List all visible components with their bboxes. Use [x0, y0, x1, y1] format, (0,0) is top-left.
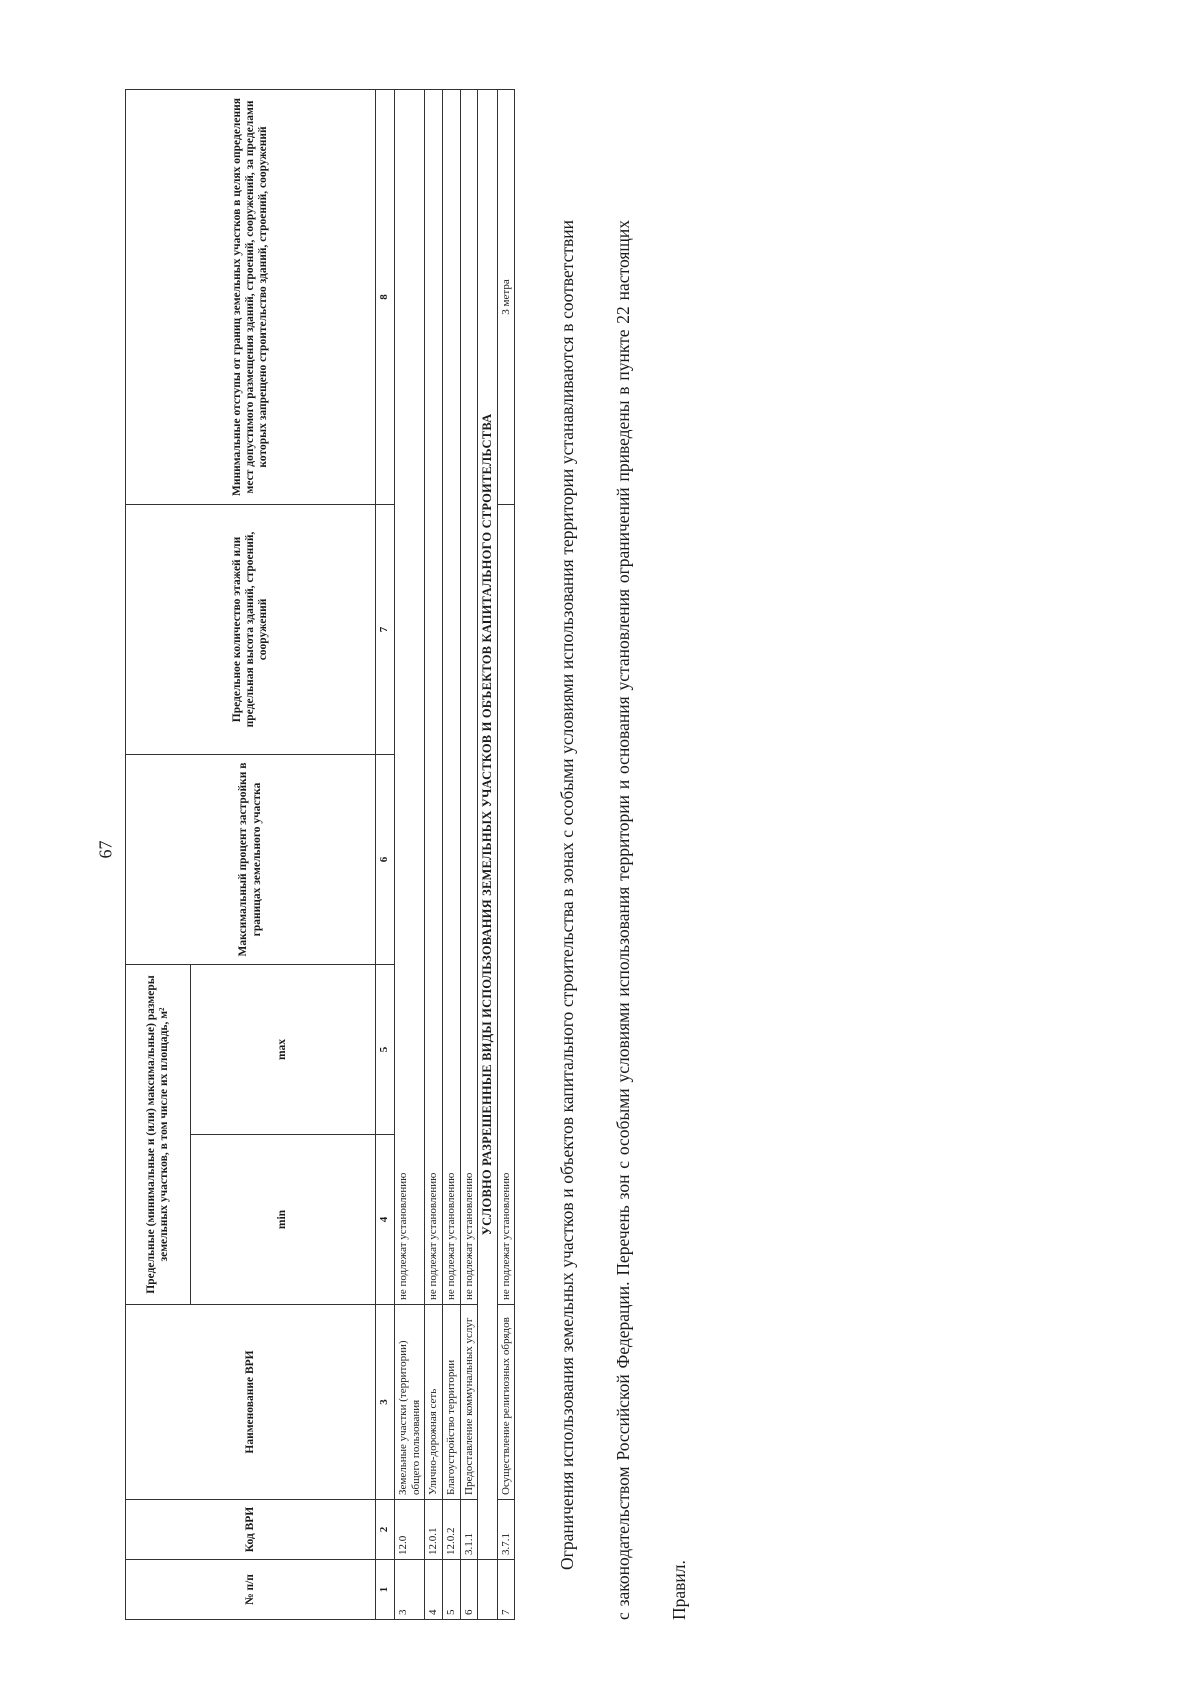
table-row [442, 89, 460, 1619]
header-size-min: min [191, 1135, 376, 1305]
row-code: 12.0 [395, 1500, 425, 1560]
row-value: не подлежат установлению [460, 89, 478, 1304]
body-text [539, 90, 707, 1620]
col-index: 7 [376, 504, 395, 754]
row-value: не подлежат установлению [442, 89, 460, 1304]
row-num: 5 [442, 1560, 460, 1620]
row-value: не подлежат установлению [425, 89, 443, 1304]
header-size-max: max [191, 964, 376, 1134]
col-index: 8 [376, 89, 395, 504]
rotated-page-content [125, 90, 1165, 1620]
header-name: Наименование ВРИ [126, 1305, 376, 1500]
header-floors: Предельное количество этажей или предельная высота зданий, строений, сооружений [126, 504, 376, 754]
row-name: Осуществление религиозных обрядов [497, 1305, 515, 1500]
row-num: 6 [460, 1560, 478, 1620]
page-number: 67 [95, 840, 116, 859]
col-index: 2 [376, 1500, 395, 1560]
row-name: Благоустройство территории [442, 1305, 460, 1500]
header-code: Код ВРИ [126, 1500, 376, 1560]
table-row [425, 89, 443, 1619]
row-num: 3 [395, 1560, 425, 1620]
col-index: 3 [376, 1305, 395, 1500]
row-setback: 3 метра [497, 89, 515, 504]
table-row [460, 89, 478, 1619]
row-code: 3.1.1 [460, 1500, 478, 1560]
row-code: 3.7.1 [497, 1500, 515, 1560]
col-index: 6 [376, 754, 395, 964]
row-name: Предоставление коммунальных услуг [460, 1305, 478, 1500]
table-row [497, 89, 515, 1619]
col-index: 5 [376, 964, 395, 1134]
col-index: 4 [376, 1135, 395, 1305]
header-num: № п/п [126, 1560, 376, 1620]
paragraph: Перечень зон с особыми условиями использования территории и основания установления ограничений приведены в пункте 22 настоящих Правил. [613, 220, 690, 1620]
header-size-group: Предельные (минимальные и (или) максимальные) размеры земельных участков, в том числе их площадь, м² [126, 964, 191, 1304]
row-code: 12.0.1 [425, 1500, 443, 1560]
row-value: не подлежат установлению [497, 504, 515, 1304]
section-title: УСЛОВНО РАЗРЕШЕННЫЕ ВИДЫ ИСПОЛЬЗОВАНИЯ ЗЕМЕЛЬНЫХ УЧАСТКОВ И ОБЪЕКТОВ КАПИТАЛЬНОГО СТРОИТЕЛЬСТВА [478, 89, 497, 1559]
col-index: 1 [376, 1560, 395, 1620]
row-num: 7 [497, 1560, 515, 1620]
row-name: Земельные участки (территории) общего пользования [395, 1305, 425, 1500]
row-value: не подлежат установлению [395, 89, 425, 1304]
header-build-percent: Максимальный процент застройки в границах земельного участка [126, 754, 376, 964]
row-name: Улично-дорожная сеть [425, 1305, 443, 1500]
paragraph: Ограничения использования земельных участков и объектов капитального строительства в зонах с особыми условиями использования территории устанавливаются в соответствии с законодательством Российской Федерации. [557, 220, 634, 1620]
column-index-row [376, 89, 395, 1619]
header-setbacks: Минимальные отступы от границ земельных участков в целях определения мест допустимого размещения зданий, строений, сооружений, за пределами которых запрещено строительство зданий, строений, сооружений [126, 89, 376, 504]
row-num: 4 [425, 1560, 443, 1620]
zoning-parameters-table [125, 89, 515, 1620]
section-row [478, 89, 497, 1619]
row-code: 12.0.2 [442, 1500, 460, 1560]
table-row [395, 89, 425, 1619]
